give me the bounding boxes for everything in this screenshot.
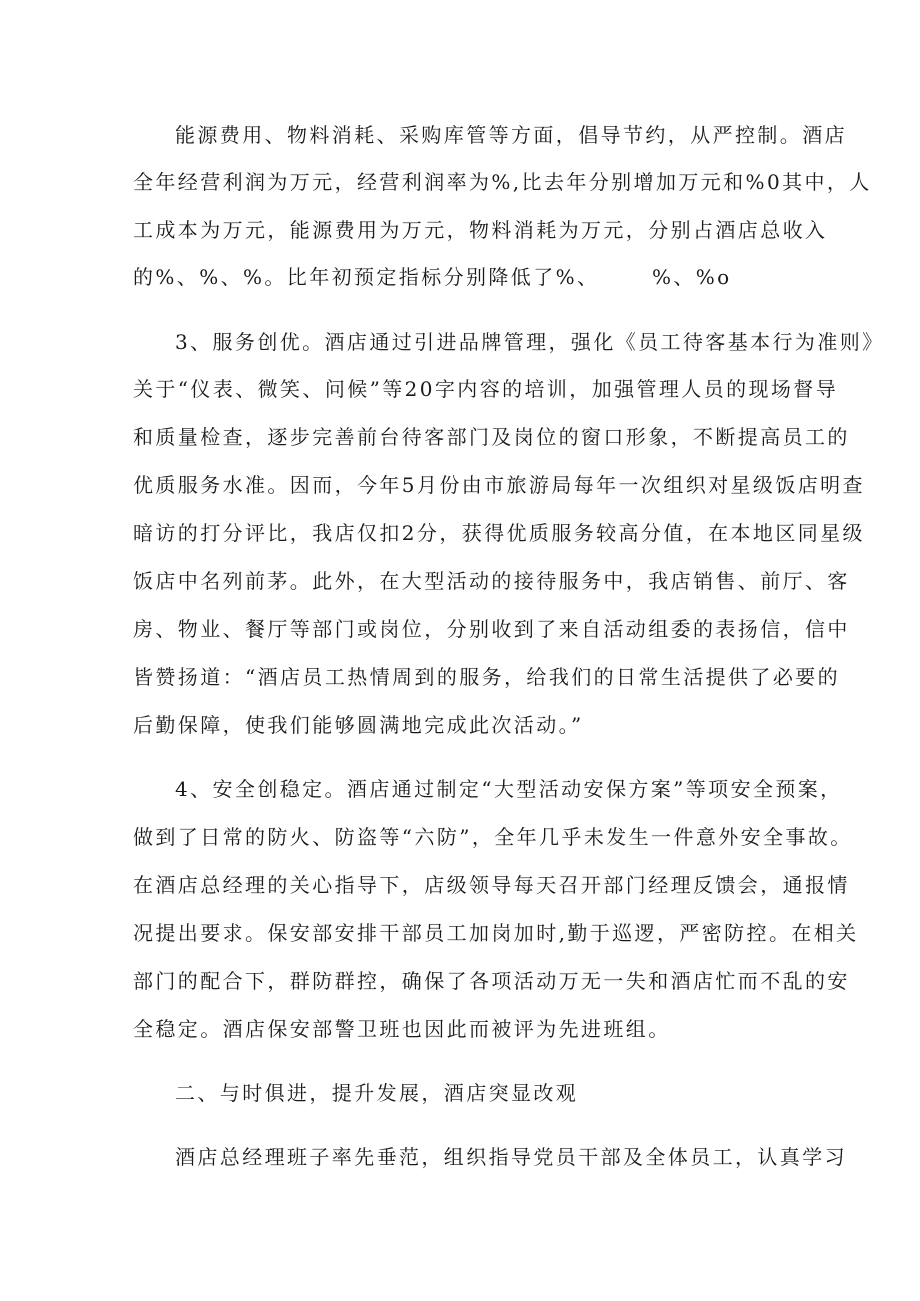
paragraph-2-line-1: 3、服务创优。酒店通过引进品牌管理，强化《员工待客基本行为准则》 bbox=[175, 330, 885, 354]
paragraph-2-line-3: 和质量检查，逐步完善前台待客部门及岗位的窗口形象，不断提高员工的 bbox=[133, 425, 850, 449]
paragraph-3-line-4: 况提出要求。保安部安排干部员工加岗加时,勤于巡逻，严密防控。在相关 bbox=[133, 921, 859, 945]
paragraph-1-line-1: 能源费用、物料消耗、采购库管等方面，倡导节约，从严控制。酒店 bbox=[175, 123, 847, 147]
paragraph-2-line-4: 优质服务水准。因而，今年5月份由市旅游局每年一次组织对星级饭店明查 bbox=[133, 473, 865, 497]
paragraph-2-line-7: 房、物业、餐厅等部门或岗位，分别收到了来自活动组委的表扬信，信中 bbox=[133, 617, 850, 641]
paragraph-2-line-2: 关于“仪表、微笑、问候”等20字内容的培训，加强管理人员的现场督导 bbox=[133, 377, 839, 401]
section-heading: 二、与时俱进，提升发展，酒店突显改观 bbox=[175, 1081, 579, 1105]
paragraph-1-line-3: 工成本为万元，能源费用为万元，物料消耗为万元，分别占酒店总收入 bbox=[133, 218, 828, 242]
paragraph-2-line-9: 后勤保障，使我们能够圆满地完成此次活动。” bbox=[133, 713, 584, 737]
paragraph-2-line-8: 皆赞扬道：“酒店员工热情周到的服务，给我们的日常生活提供了必要的 bbox=[133, 665, 841, 689]
paragraph-3-line-3: 在酒店总经理的关心指导下，店级领导每天召开部门经理反馈会，通报情 bbox=[133, 873, 850, 897]
paragraph-3-line-5: 部门的配合下，群防群控，确保了各项活动万无一失和酒店忙而不乱的安 bbox=[133, 969, 850, 993]
paragraph-3-line-2: 做到了日常的防火、防盗等“六防”，全年几乎未发生一件意外安全事故。 bbox=[133, 825, 853, 849]
paragraph-2-line-5: 暗访的打分评比，我店仅扣2分，获得优质服务较高分值，在本地区同星级 bbox=[133, 521, 865, 545]
paragraph-1-line-4: 的%、%、%。比年初预定指标分别降低了%、 %、%o bbox=[133, 265, 732, 289]
paragraph-3-line-1: 4、安全创稳定。酒店通过制定“大型活动安保方案”等项安全预案， bbox=[175, 777, 843, 801]
paragraph-2-line-6: 饭店中名列前茅。此外，在大型活动的接待服务中，我店销售、前厅、客 bbox=[133, 569, 850, 593]
paragraph-3-line-6: 全稳定。酒店保安部警卫班也因此而被评为先进班组。 bbox=[133, 1017, 671, 1041]
paragraph-5-line-1: 酒店总经理班子率先垂范，组织指导党员干部及全体员工，认真学习 bbox=[175, 1145, 847, 1169]
paragraph-1-line-2: 全年经营利润为万元，经营利润率为%,比去年分别增加万元和%0其中，人 bbox=[133, 170, 872, 194]
